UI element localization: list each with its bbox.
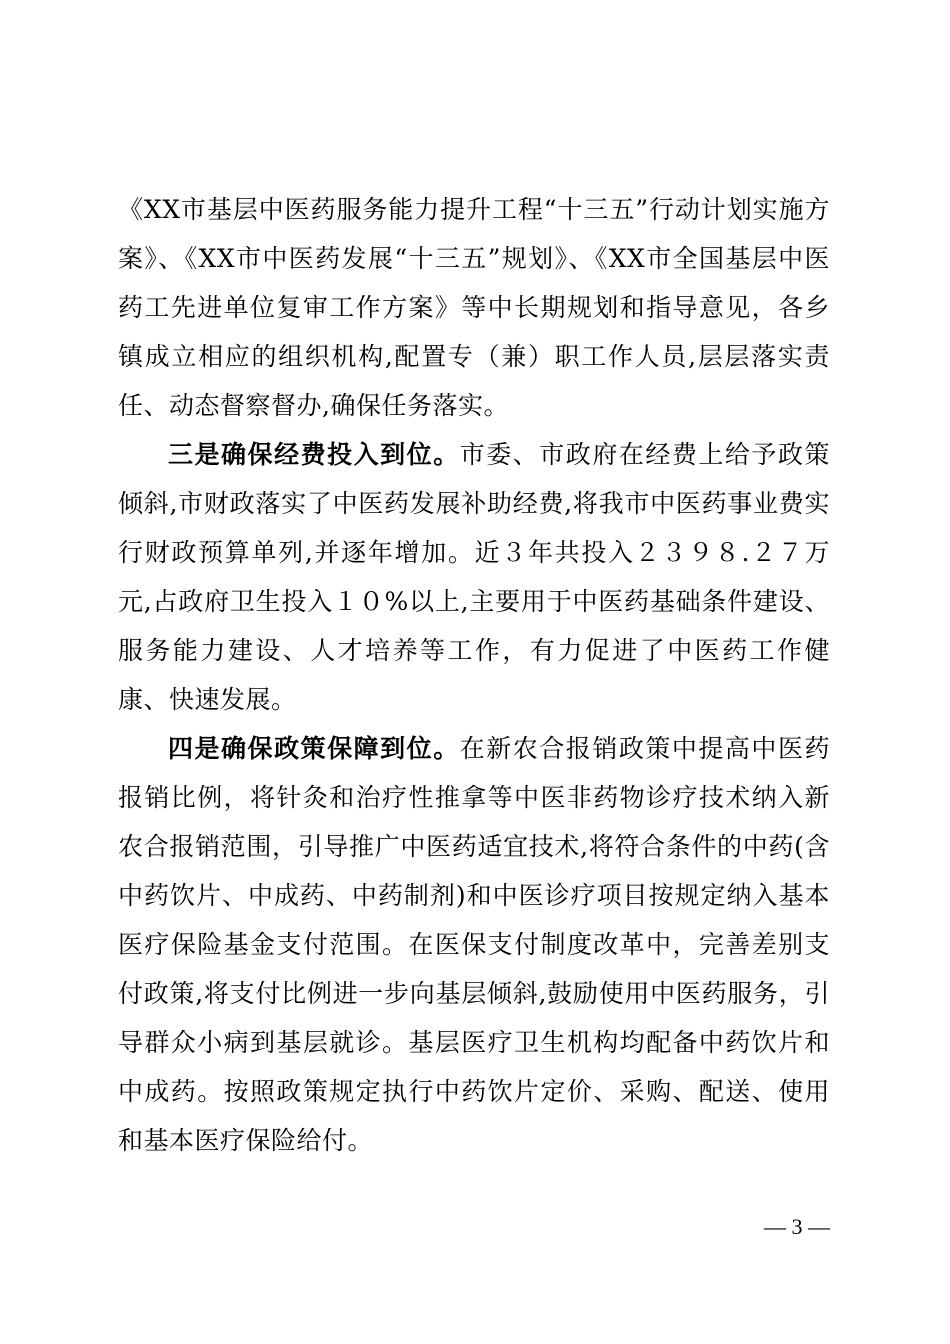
paragraph-heading: 三是确保经费投入到位。 [168, 440, 460, 469]
paragraph-policy [118, 724, 830, 1165]
paragraph-text: 《XX市基层中医药服务能力提升工程“十三五”行动计划实施方案》、《XX市中医药发展“十三五”规划》、《XX市全国基层中医药工先进单位复审工作方案》等中长期规划和指导意见，各乡镇成立相应的组织机构,配置专（兼）职工作人员,层层落实责任、动态督察督办,确保任务落实。 [118, 195, 830, 420]
paragraph-continuation [118, 185, 830, 430]
paragraph-heading: 四是确保政策保障到位。 [168, 734, 460, 763]
paragraph-text: 在新农合报销政策中提高中医药报销比例，将针灸和治疗性推拿等中医非药物诊疗技术纳入新农合报销范围，引导推广中医药适宜技术,将符合条件的中药(含中药饮片、中成药、中药制剂)和中医诊疗项目按规定纳入基本医疗保险基金支付范围。在医保支付制度改革中，完善差别支付政策,将支付比例进一步向基层倾斜,鼓励使用中医药服务，引导群众小病到基层就诊。基层医疗卫生机构均配备中药饮片和中成药。按照政策规定执行中药饮片定价、采购、配送、使用和基本医疗保险给付。 [118, 734, 830, 1155]
document-body [118, 185, 830, 1165]
paragraph-funding [118, 430, 830, 724]
paragraph-text: 市委、市政府在经费上给予政策倾斜,市财政落实了中医药发展补助经费,将我市中医药事业费实行财政预算单列,并逐年增加。近３年共投入２３９８.２７万元,占政府卫生投入１０%以上,主要用于中医药基础条件建设、服务能力建设、人才培养等工作，有力促进了中医药工作健康、快速发展。 [118, 440, 830, 714]
page-number: — 3 — [764, 1214, 830, 1239]
